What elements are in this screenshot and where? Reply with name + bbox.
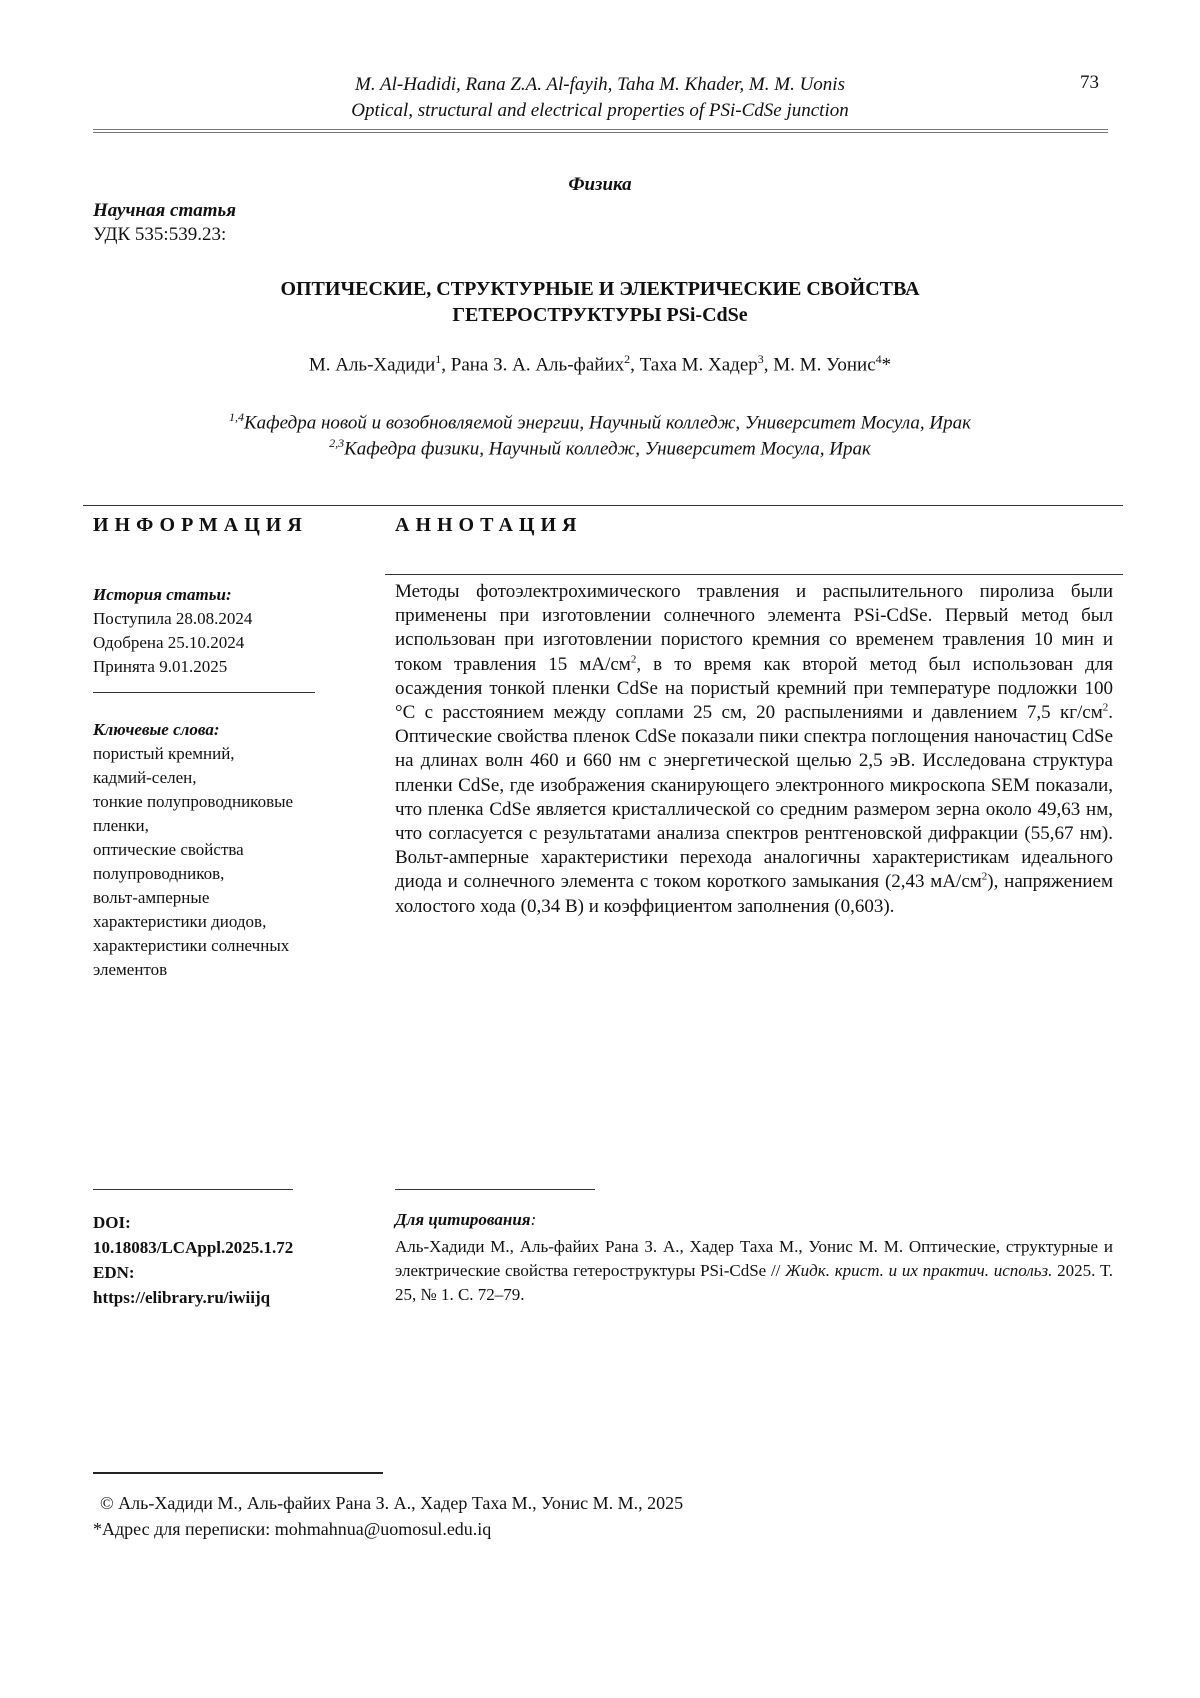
footnote-divider [93,1472,383,1474]
info-divider [83,505,1123,506]
article-title-line-1: ОПТИЧЕСКИЕ, СТРУКТУРНЫЕ И ЭЛЕКТРИЧЕСКИЕ СВОЙСТВА [280,278,920,300]
history-divider [93,692,315,693]
article-history [93,583,363,679]
abstract-part: Методы фотоэлектрохимического травления и распылительного пиролиза были применены при изготовлении солнечного элемента PSi-CdSe. Первый метод был использован при изготовлении пористого кремния со временем травления 10 мин и током травления 15 мА/см [395,581,1113,675]
history-accepted: Принята 9.01.2025 [93,657,228,676]
header-divider [93,129,1108,135]
citation-part: 2025. Т. 25, № 1. С. 72–79. [395,1261,1113,1304]
udc-code: УДК 535:539.23: [93,224,227,245]
edn-label: EDN: [93,1263,135,1282]
author-separator: , [441,354,451,376]
running-header-authors: M. Al-Hadidi, Rana Z.A. Al-fayih, Taha M. Khader, M. M. Uonis [355,74,845,95]
superscript: 2 [1102,701,1109,714]
author-name: Рана З. А. Аль-файих [450,354,625,376]
keyword-line: пленки, [93,816,149,835]
doi-label: DOI: [93,1213,131,1232]
keyword-line: характеристики солнечных [93,936,290,955]
keyword-line: оптические свойства [93,840,244,859]
info-heading: ИНФОРМАЦИЯ [93,514,308,536]
doi-link[interactable]: 10.18083/LCAppl.2025.1.72 [93,1238,294,1257]
copyright-notice: © Аль-Хадиди М., Аль-файих Рана З. А., Хадер Таха М., Уонис М. М., 2025 [100,1493,684,1513]
abstract-text [395,580,1113,919]
author-name: М. Аль-Хадиди [308,354,436,376]
abstract-part: , в то время как второй метод был использован для осаждения тонкой пленки CdSe на пористый кремний при температуре подложки 100 °С с расстоянием между соплами 25 см, 20 распылениями и давлением 7,5 кг/см [395,653,1113,724]
page-number: 73 [1080,72,1099,93]
citation-journal: Жидк. крист. и их практич. использ. [785,1261,1053,1280]
doi-block [93,1210,293,1310]
citation-heading-text: Для цитирования [395,1210,531,1229]
superscript: 2 [981,871,988,884]
abstract-part: ), напряжением холостого хода (0,34 В) и коэффициентом заполнения (0,603). [395,871,1114,917]
author-affiliation-mark: 1 [435,352,442,366]
abstract-part: . Оптические свойства пленок CdSe показали пики спектра поглощения наночастиц CdSe на длинах волн 460 и 660 нм с энергетической щелью 2,5 эВ. Исследована структура пленки CdSe, где изображения сканирующего электронного микроскопа SEM показали, что пленка CdSe является кристаллической со средним размером зерна около 49,63 нм, что согласуется с результатами анализа спектров рентгеновской дифракции (55,67 нм). Вольт-амперные характеристики перехода аналогичны характеристикам идеального диода и солнечного элемента с током короткого замыкания (2,43 мА/см [395,702,1113,893]
author-separator: * [881,354,892,376]
author-separator: , [630,354,640,376]
citation-part: Аль-Хадиди М., Аль-файих Рана З. А., Хадер Таха М., Уонис М. М. Оптические, структурные и электрические свойства гетероструктуры PSi-CdSe // [395,1237,1113,1280]
affiliation-mark: 1,4 [229,410,245,424]
keyword-line: тонкие полупроводниковые [93,792,294,811]
author-separator: , [763,354,774,376]
affiliation [0,430,1200,462]
affiliation-mark: 2,3 [329,436,345,450]
article-title [150,276,1050,328]
keyword-line: полупроводников, [93,864,225,883]
article-type: Научная статья [93,200,236,221]
history-received: Поступила 28.08.2024 [93,609,253,628]
keyword-line: характеристики диодов, [93,912,267,931]
citation-heading-colon: : [530,1210,537,1229]
keyword-line: элементов [93,960,168,979]
citation-text [395,1235,1113,1307]
citation-heading [395,1210,536,1230]
citation-divider [395,1189,595,1190]
keyword-line: пористый кремний, [93,744,235,763]
correspondence-address: *Адрес для переписки: mohmahnua@uomosul.edu.iq [93,1519,492,1539]
author-name: Таха М. Хадер [639,354,758,376]
abstract-divider [385,574,1123,575]
abstract-heading: АННОТАЦИЯ [395,514,583,536]
keyword-line: вольт-амперные [93,888,210,907]
article-title-line-2: ГЕТЕРОСТРУКТУРЫ PSi-CdSe [452,304,748,326]
author-list [0,352,1200,376]
doi-divider [93,1189,293,1190]
keywords-heading: Ключевые слова: [93,720,220,739]
author-affiliation-mark: 3 [757,352,764,366]
superscript: 2 [630,653,637,666]
history-heading: История статьи: [93,585,232,604]
author-name: М. М. Уонис [773,354,876,376]
author-affiliation-mark: 4 [875,352,882,366]
author-affiliation-mark: 2 [624,352,631,366]
edn-link[interactable]: https://elibrary.ru/iwiijq [93,1288,271,1307]
affiliation-text: Кафедра новой и возобновляемой энергии, Научный колледж, Университет Мосула, Ирак [244,412,971,434]
section-label: Физика [568,174,632,195]
running-header-title: Optical, structural and electrical properties of PSi-CdSe junction [351,100,849,121]
keywords-block [93,718,363,982]
history-approved: Одобрена 25.10.2024 [93,633,245,652]
keyword-line: кадмий-селен, [93,768,197,787]
affiliation-text: Кафедра физики, Научный колледж, Университет Мосула, Ирак [344,438,871,460]
